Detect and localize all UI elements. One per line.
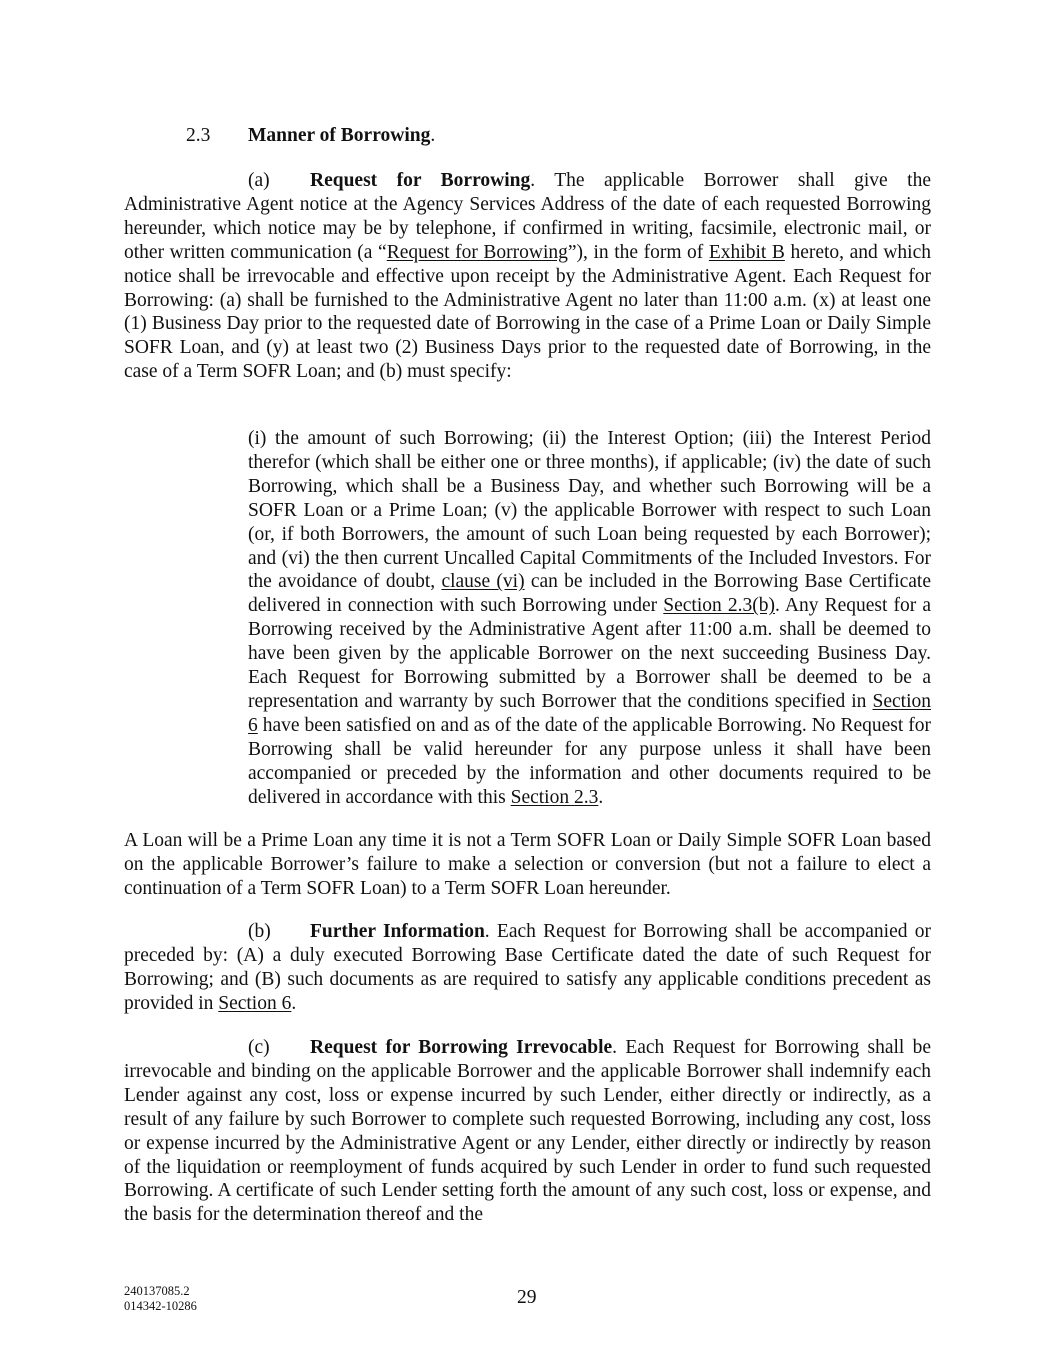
specifications-text-2: can be included in the Borrowing Base Certificate delivered in connection with such Borrowing under xyxy=(248,571,931,617)
paragraph-a-text-2: ”), in the form of xyxy=(567,241,709,263)
specifications-text-5: . xyxy=(598,786,604,808)
paragraph-c-text-1: . Each Request for Borrowing shall be irrevocable and binding on the applicable Borrower and the applicable Borrower shall indemnify each Lender against any cost, loss or expense incurred by such Lender, either directly or indirectly, as a result of any failure by such Borrower to complete such requested Borrowing, including any cost, loss or expense incurred by the Administrative Agent or any Lender, either directly or indirectly by reason of the liquidation or reemployment of funds acquired by such Lender in order to fund such requested Borrowing. A certificate of such Lender setting forth the amount of any such cost, loss or expense, and the basis for the determination thereof and the xyxy=(124,1037,931,1226)
specifications-text-3: . Any Request for a Borrowing received by the Administrative Agent after 11:00 a.m. shall be deemed to have been given by the applicable Borrower on the next succeeding Business Day. Each Request for Borrowing submitted by a Borrower shall be deemed to be a representation and warranty by such Borrower that the conditions specified in xyxy=(248,595,931,712)
specifications-text-1: (i) the amount of such Borrowing; (ii) the Interest Option; (iii) the Interest Period therefor (which shall be either one or three months), if applicable; (iv) the date of such Borrowing, which shall be a Business Day, and whether such Borrowing will be a SOFR Loan or a Prime Loan; (v) the applicable Borrower with respect to such Loan (or, if both Borrowers, the amount of such Loan being requested by each Borrower); and (vi) the then current Uncalled Capital Commitments of the Included Investors. For the avoidance of doubt, xyxy=(248,428,931,593)
section-heading xyxy=(186,124,435,148)
section-6-reference: Section 6 xyxy=(248,690,931,736)
paragraph-c-heading: Request for Borrowing Irrevocable xyxy=(310,1037,613,1058)
paragraph-c xyxy=(124,1036,931,1227)
defined-term-request-for-borrowing: Request for Borrowing xyxy=(386,241,568,263)
paragraph-a xyxy=(124,169,931,384)
exhibit-b-reference: Exhibit B xyxy=(708,241,785,263)
footer-document-id xyxy=(124,1284,197,1314)
section-2-3-b-reference: Section 2.3(b) xyxy=(663,595,775,617)
paragraph-a-specifications xyxy=(248,427,931,810)
paragraph-b xyxy=(124,920,931,1016)
section-title: Manner of Borrowing xyxy=(248,125,431,146)
paragraph-b-text-2: . xyxy=(291,992,297,1014)
section-title-suffix: . xyxy=(430,125,436,146)
paragraph-a-heading: Request for Borrowing xyxy=(310,170,531,191)
page-number: 29 xyxy=(517,1287,537,1308)
paragraph-a-text-3: hereto, and which notice shall be irrevocable and effective upon receipt by the Administrative Agent. Each Request for Borrowing: (a) shall be furnished to the Administrative Agent no later than 11:00 a.m. (x) at least one (1) Business Day prior to the requested date of Borrowing in the case of a Prime Loan or Daily Simple SOFR Loan, and (y) at least two (2) Business Days prior to the requested date of Borrowing, in the case of a Term SOFR Loan; and (b) must specify: xyxy=(124,241,931,383)
section-6-reference-b: Section 6 xyxy=(218,992,292,1014)
paragraph-b-heading: Further Information xyxy=(310,921,485,942)
paragraph-a-text-1: . The applicable Borrower shall give the Administrative Agent notice at the Agency Services Address of the date of each requested Borrowing hereunder, which notice may be by telephone, if confirmed in writing, facsimile, electronic mail, or other written communication (a “ xyxy=(124,170,931,263)
paragraph-b-label: (b) xyxy=(248,921,271,942)
paragraph-prime-loan: A Loan will be a Prime Loan any time it is not a Term SOFR Loan or Daily Simple SOFR Loan based on the applicable Borrower’s failure to make a selection or conversion (but not a failure to elect a continuation of a Term SOFR Loan) to a Term SOFR Loan hereunder. xyxy=(124,830,931,899)
section-2-3-reference: Section 2.3 xyxy=(510,786,599,808)
paragraph-c-label: (c) xyxy=(248,1037,270,1058)
paragraph-b-text-1: . Each Request for Borrowing shall be accompanied or preceded by: (A) a duly executed Borrowing Base Certificate dated the date of such Request for Borrowing; and (B) such documents as are required to satisfy any applicable conditions precedent as provided in xyxy=(124,921,931,1014)
footer-doc-id-line-1: 240137085.2 xyxy=(124,1284,190,1298)
section-number: 2.3 xyxy=(186,125,211,146)
paragraph-a-label: (a) xyxy=(248,170,270,191)
clause-vi-reference: clause (vi) xyxy=(441,571,525,593)
specifications-text-4: have been satisfied on and as of the date of the applicable Borrowing. No Request for Borrowing shall be valid hereunder for any purpose unless it shall have been accompanied or preceded by the information and other documents required to be delivered in accordance with this xyxy=(248,714,931,808)
footer-doc-id-line-2: 014342-10286 xyxy=(124,1299,197,1313)
